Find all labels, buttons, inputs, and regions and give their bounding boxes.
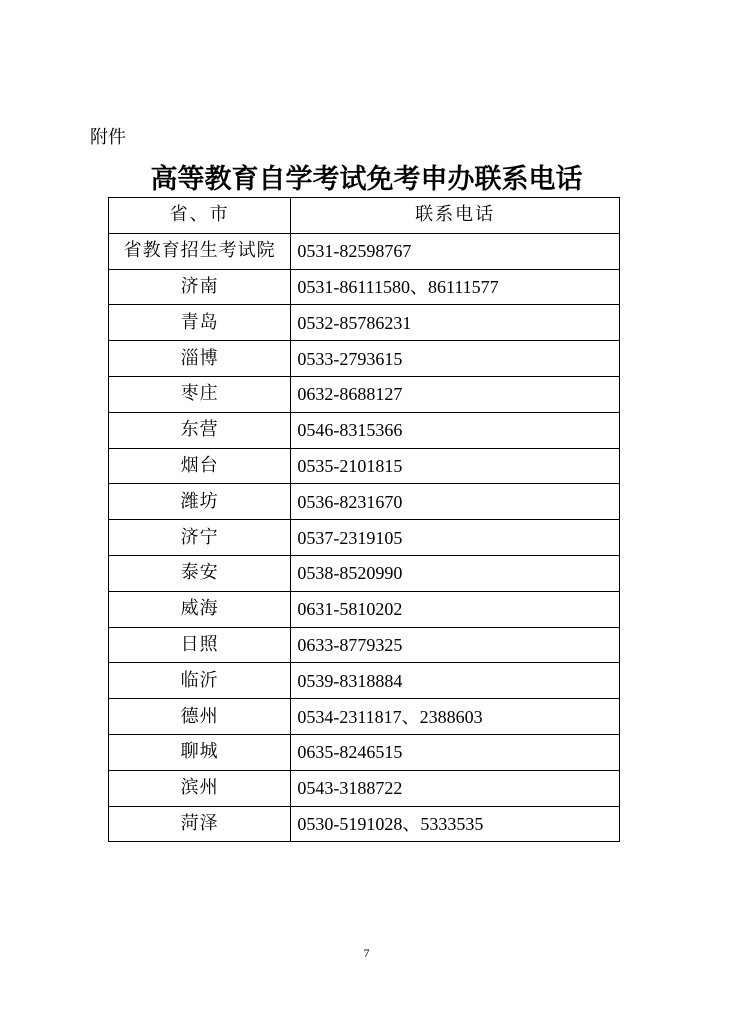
attachment-label: 附件 [90,127,126,148]
region-cell: 青岛 [109,305,291,341]
table-row [109,806,620,842]
table-header-row [109,198,620,234]
region-cell: 临沂 [109,663,291,699]
phone-cell: 0533-2793615 [291,341,620,377]
region-cell: 德州 [109,699,291,735]
table-row [109,734,620,770]
page-number: 7 [363,946,370,960]
phone-cell: 0537-2319105 [291,520,620,556]
table-row [109,555,620,591]
phone-cell: 0539-8318884 [291,663,620,699]
region-cell: 威海 [109,591,291,627]
table-row [109,699,620,735]
phone-cell: 0536-8231670 [291,484,620,520]
document-title: 高等教育自学考试免考申办联系电话 [150,164,583,195]
region-cell: 烟台 [109,448,291,484]
phone-cell: 0631-5810202 [291,591,620,627]
region-cell: 淄博 [109,341,291,377]
phone-cell: 0633-8779325 [291,627,620,663]
contact-table [108,197,620,842]
phone-cell: 0632-8688127 [291,376,620,412]
table-row [109,770,620,806]
phone-cell: 0535-2101815 [291,448,620,484]
region-cell: 菏泽 [109,806,291,842]
region-cell: 潍坊 [109,484,291,520]
region-cell: 济南 [109,269,291,305]
region-cell: 泰安 [109,555,291,591]
table-row [109,591,620,627]
phone-cell: 0538-8520990 [291,555,620,591]
table-row [109,520,620,556]
phone-cell: 0534-2311817、2388603 [291,699,620,735]
table-row [109,412,620,448]
table-row [109,448,620,484]
table-row [109,233,620,269]
phone-cell: 0531-86111580、86111577 [291,269,620,305]
table-row [109,484,620,520]
phone-cell: 0546-8315366 [291,412,620,448]
table-body [109,233,620,842]
table-row [109,269,620,305]
table-row [109,627,620,663]
table-row [109,305,620,341]
region-cell: 省教育招生考试院 [109,233,291,269]
phone-cell: 0531-82598767 [291,233,620,269]
region-cell: 聊城 [109,734,291,770]
table-row [109,341,620,377]
region-cell: 滨州 [109,770,291,806]
table-row [109,376,620,412]
region-cell: 济宁 [109,520,291,556]
region-column-header: 省、市 [109,198,291,234]
table-row [109,663,620,699]
phone-cell: 0532-85786231 [291,305,620,341]
phone-cell: 0635-8246515 [291,734,620,770]
region-cell: 日照 [109,627,291,663]
region-cell: 东营 [109,412,291,448]
phone-cell: 0530-5191028、5333535 [291,806,620,842]
phone-cell: 0543-3188722 [291,770,620,806]
table-header [109,198,620,234]
region-cell: 枣庄 [109,376,291,412]
phone-column-header: 联系电话 [291,198,620,234]
